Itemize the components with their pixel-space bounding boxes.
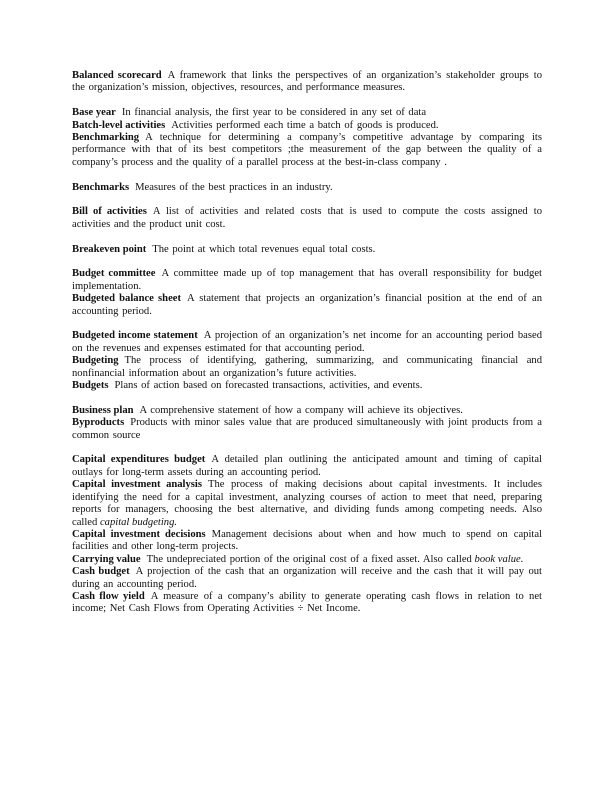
entry-capital-expenditures-budget: Capital expenditures budget A detailed plan outlining the anticipated amount and timing of capital outlays for long-term assets during an accounting period. bbox=[72, 454, 542, 478]
entry-budgeting: Budgeting The process of identifying, gathering, summarizing, and communicating financial and nonfinancial information about an organization’s future activities. bbox=[72, 355, 542, 379]
entry-capital-investment-analysis: Capital investment analysis The process of making decisions about capital investments. It includes identifying the need for a capital investment, analyzing courses of action to meet that need, preparing reports for managers, choosing the best alternative, and dividing funds among competing needs. Also called capital budgeting. bbox=[72, 479, 542, 528]
entry-budgets: Budgets Plans of action based on forecasted transactions, activities, and events. bbox=[72, 380, 423, 392]
entry-business-plan: Business plan A comprehensive statement of how a company will achieve its objectives. bbox=[72, 404, 463, 416]
entry-budget-committee: Budget committee A committee made up of top management that has overall responsibility for budget implementation. bbox=[72, 268, 543, 292]
entry-breakeven-point: Breakeven point The point at which total revenues equal total costs. bbox=[72, 243, 376, 255]
glossary-page bbox=[72, 70, 542, 616]
entry-capital-investment-decisions: Capital investment decisions Management decisions about when and how much to spend on capital facilities and other long-term projects. bbox=[72, 528, 542, 553]
entry-base-year: Base year In financial analysis, the first year to be considered in any set of data bbox=[72, 107, 427, 119]
entry-budgeted-income-statement: Budgeted income statement A projection of an organization’s net income for an accounting period based on the revenues and expenses estimated for that accounting period. bbox=[72, 330, 542, 354]
entry-cash-budget: Cash budget A projection of the cash that an organization will receive and the cash that it will pay out during an accounting period. bbox=[72, 566, 542, 590]
entry-benchmarking: Benchmarking A technique for determining a company’s competitive advantage by comparing its performance with that of its best competitors ;the measurement of the gap between the quality of a company’s process and the quality of a parallel process at the best-in-class company . bbox=[72, 132, 542, 168]
entry-bill-of-activities: Bill of activities A list of activities and related costs that is used to compute the costs assigned to activities and the product unit cost. bbox=[72, 206, 542, 230]
entry-byproducts: Byproducts Products with minor sales value that are produced simultaneously with joint products from a common source bbox=[72, 417, 542, 441]
entry-batch-level-activities: Batch-level activities Activities performed each time a batch of goods is produced. bbox=[72, 119, 439, 131]
entry-carrying-value: Carrying value The undepreciated portion of the original cost of a fixed asset. Also called book value. bbox=[72, 553, 524, 565]
entry-budgeted-balance-sheet: Budgeted balance sheet A statement that projects an organization’s financial position at the end of an accounting period. bbox=[72, 293, 543, 317]
entry-balanced-scorecard: Balanced scorecard A framework that links the perspectives of an organization’s stakeholder groups to the organization’s mission, objectives, resources, and performance measures. bbox=[72, 70, 542, 94]
entry-cash-flow-yield: Cash flow yield A measure of a company’s ability to generate operating cash flows in relation to net income; Net Cash Flows from Operating Activities ÷ Net Income. bbox=[72, 590, 542, 615]
entry-benchmarks: Benchmarks Measures of the best practices in an industry. bbox=[72, 181, 333, 193]
